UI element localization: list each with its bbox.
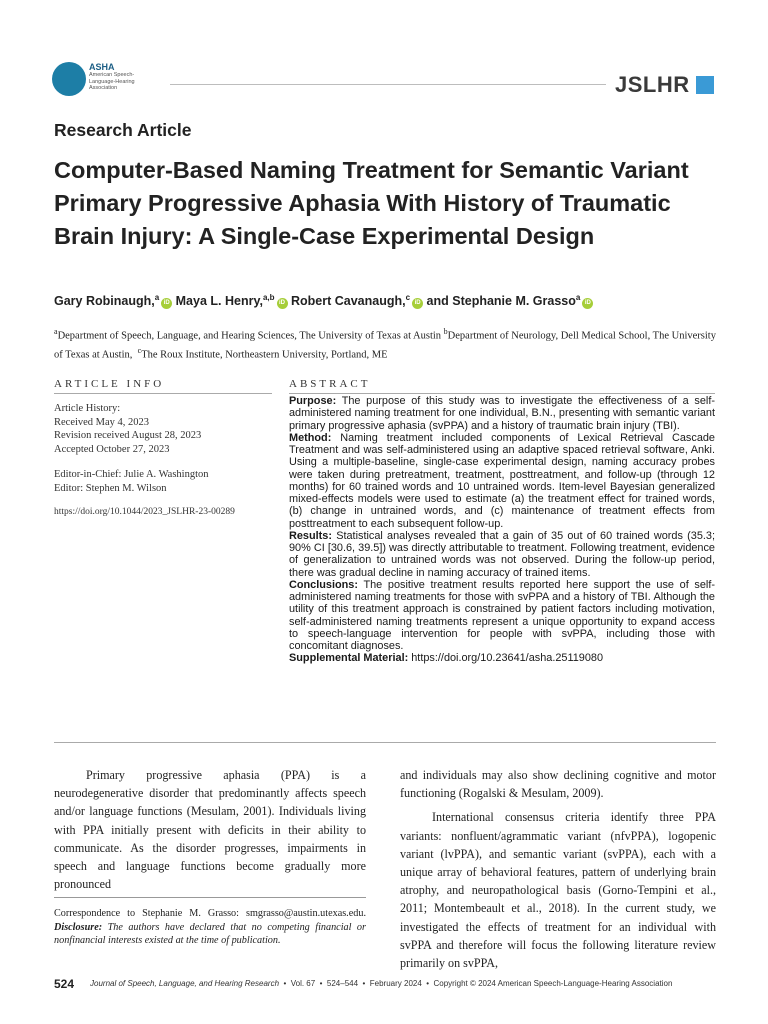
journal-mark: JSLHR — [615, 72, 690, 97]
author-name: Gary Robinaugh, — [54, 294, 155, 309]
footer-pages: 524–544 — [326, 979, 359, 988]
disclosure-label: Disclosure: — [54, 921, 103, 933]
logo-subtitle: American Speech-Language-Hearing Association — [89, 72, 135, 91]
header-rule — [170, 84, 606, 85]
abstract-conclusions — [289, 579, 715, 653]
author-affil-mark: a — [575, 293, 581, 302]
abstract-results — [289, 530, 715, 579]
abstract-method — [289, 432, 715, 530]
body-paragraph: International consensus criteria identify three PPA variants: nonfluent/agrammatic variant (nfvPPA), logopenic variant (lvPPA), and semantic variant (svPPA), each with a unique array of behavioral features, pattern of underlying brain atrophy, and neuropathological basis (Gorno-Tempini et al., 2011; Montembeault et al., 2018). In the current study, we investigated the effects of treatment for an individual with svPPA and therefore will focus the following literature review primarily on svPPA, — [400, 810, 716, 971]
article-info-heading: ARTICLE INFO — [54, 378, 165, 390]
purpose-text: The purpose of this study was to investigate the effectiveness of a self-administered naming treatment for one individual, B.N., presenting with semantic variant primary progressive aphasia (svPPA) and a history of traumatic brain injury (TBI). — [289, 395, 715, 432]
abstract-body — [289, 395, 715, 665]
abstract-supplemental — [289, 652, 715, 664]
body-paragraph: and individuals may also show declining cognitive and motor functioning (Rogalski & Mesulam, 2009). — [400, 768, 716, 801]
author-name: Maya L. Henry, — [175, 294, 263, 309]
author-affil-mark: a — [154, 293, 160, 302]
author-name: and Stephanie M. Grasso — [426, 294, 576, 309]
abstract-purpose — [289, 395, 715, 432]
doi-link[interactable]: https://doi.org/10.1044/2023_JSLHR-23-00289 — [54, 507, 235, 517]
article-title: Computer-Based Naming Treatment for Semantic Variant Primary Progressive Aphasia With History of Traumatic Brain Injury: A Single-Case Experimental Design — [54, 157, 689, 249]
page-number: 524 — [54, 977, 75, 991]
abstract-bottom-rule — [54, 742, 716, 743]
asha-logo-icon — [52, 62, 86, 96]
supplemental-label: Supplemental Material: — [289, 652, 409, 665]
purpose-label: Purpose: — [289, 395, 337, 407]
results-text: Statistical analyses revealed that a gain of 35 out of 60 trained words (35.3; 90% CI [30.6, 39.5]) was directly attributable to treatment. Following treatment, evidence of generalization to untrained words was not observed. During the follow-up period, there was gradual decline in naming accuracy of trained items. — [289, 529, 715, 579]
author-affil-mark: c — [405, 293, 411, 302]
affiliations — [54, 325, 724, 363]
affil-mark: a — [54, 327, 58, 336]
footer-citation: Journal of Speech, Language, and Hearing Research • Vol. 67 • 524–544 • February 2024 • Copyright © 2024 American Speech-Language-Hearing Association — [90, 979, 673, 988]
abstract-heading: ABSTRACT — [289, 378, 371, 390]
correspondence-rule — [54, 897, 366, 898]
abstract-rule — [289, 393, 715, 394]
results-label: Results: — [289, 529, 332, 542]
footer-journal: Journal of Speech, Language, and Hearing Research — [90, 979, 280, 988]
affiliation-c: The Roux Institute, Northeastern University, Portland, ME — [141, 349, 388, 361]
logo-word: ASHA — [89, 62, 115, 72]
correspondence-text: Correspondence to Stephanie M. Grasso: smgrasso@austin.utexas.edu. — [54, 908, 366, 919]
article-info-block — [54, 402, 274, 495]
orcid-icon[interactable]: iD — [412, 298, 423, 309]
supplemental-link[interactable]: https://doi.org/10.23641/asha.25119080 — [411, 652, 604, 665]
author-name: Robert Cavanaugh, — [291, 294, 406, 309]
author-list — [54, 293, 734, 309]
body-column-right — [400, 766, 716, 972]
accepted-date: Accepted October 27, 2023 — [54, 443, 170, 455]
method-text: Naming treatment included components of Lexical Retrieval Cascade Treatment and was self-administered using an adaptive spaced retrieval software, Anki. Using a multiple-baseline, single-case experimental design, naming accuracy probes were taken during pretreatment, treatment, posttreatment, and follow-up (through 12 months) for 60 trained words and 10 untrained words. Item-level Bayesian generalized mixed-effects models were used to estimate (a) the treatment effect for trained words, (b) change in untrained words, and (c) maintenance of treatment effects from posttreatment to each subsequent follow-up. — [289, 431, 715, 530]
correspondence-note — [54, 907, 366, 948]
received-date: Received May 4, 2023 — [54, 416, 150, 428]
journal-square-icon — [696, 76, 714, 94]
editor: Editor: Stephen M. Wilson — [54, 482, 167, 494]
history-label: Article History: — [54, 403, 121, 414]
orcid-icon[interactable]: iD — [582, 298, 593, 309]
article-info-rule — [54, 393, 272, 394]
body-column-left — [54, 766, 366, 893]
footer-volume: Vol. 67 — [290, 979, 316, 988]
orcid-icon[interactable]: iD — [277, 298, 288, 309]
editor-in-chief: Editor-in-Chief: Julie A. Washington — [54, 469, 209, 480]
author-affil-mark: a,b — [262, 293, 275, 302]
affiliation-b: Department of Neurology, Dell Medical School, The University of Texas at Austin, — [54, 330, 716, 361]
article-type: Research Article — [54, 120, 192, 140]
revised-date: Revision received August 28, 2023 — [54, 430, 202, 441]
conclusions-label: Conclusions: — [289, 578, 358, 591]
orcid-icon[interactable]: iD — [161, 298, 172, 309]
conclusions-text: The positive treatment results reported here support the use of self-administered naming treatments for those with svPPA and a history of TBI. Although the utility of this treatment approach is constrained by patient factors including motivation, self-administered naming treatments represent a unique opportunity to expand access to speech-language intervention for people with svPPA, including those with concomitant diagnoses. — [289, 578, 715, 652]
affil-mark: b — [443, 327, 448, 336]
method-label: Method: — [289, 431, 332, 444]
disclosure-text: The authors have declared that no competing financial or nonfinancial interests existed at the time of publication. — [54, 921, 366, 946]
affiliation-a: Department of Speech, Language, and Hearing Sciences, The University of Texas at Austin — [57, 330, 442, 342]
affil-mark: c — [137, 346, 142, 355]
footer-copyright: Copyright © 2024 American Speech-Language-Hearing Association — [433, 979, 673, 988]
footer-date: February 2024 — [369, 979, 422, 988]
body-paragraph: Primary progressive aphasia (PPA) is a neurodegenerative disorder that predominantly affects speech and/or language functions (Mesulam, 2001). Individuals living with PPA initially present with deficits in their ability to communicate. As the disorder progresses, impairments in speech and language functions become gradually more pronounced — [54, 768, 366, 892]
